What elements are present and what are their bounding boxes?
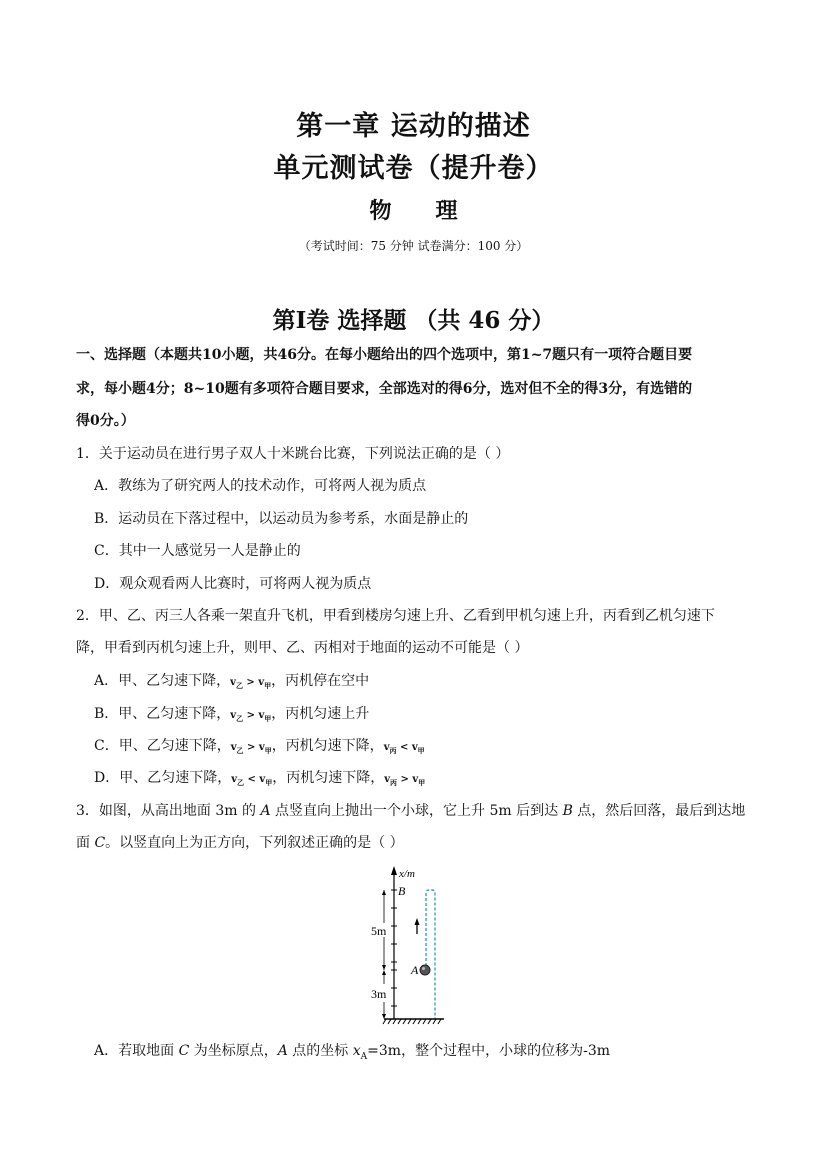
ball bbox=[420, 965, 430, 975]
subject-char-1: 物 bbox=[369, 198, 392, 224]
instructions-line-2: 求，每小题4分；8~10题有多项符合题目要求，全部选对的得6分，选对但不全的得3分，有选错的 bbox=[76, 381, 693, 397]
section-title: 第Ⅰ卷 选择题 （共 46 分） bbox=[272, 307, 555, 334]
instructions-line-1: 一、选择题（本题共10小题，共46分。在每小题给出的四个选项中，第1~7题只有一项符合题目要 bbox=[76, 347, 693, 363]
point-b-label: B bbox=[398, 884, 406, 898]
q3-option-a: A．若取地面 C 为坐标原点，A 点的坐标 $x_A=3m$，整个过程中，小球的位移为-3m bbox=[94, 1043, 610, 1062]
title-line-2: 单元测试卷（提升卷） bbox=[273, 153, 554, 184]
velocity-expression: $v_丙 < v_甲$ bbox=[383, 742, 425, 755]
subject-char-2: 理 bbox=[435, 198, 458, 224]
q3-figure bbox=[370, 862, 460, 1027]
title-line-1: 第一章 运动的描述 bbox=[296, 111, 531, 142]
velocity-expression: $v_乙 < v_甲$ bbox=[231, 774, 273, 787]
up-arrow-icon bbox=[415, 918, 420, 925]
q1-option-b: B．运动员在下落过程中，以运动员为参考系，水面是静止的 bbox=[94, 511, 469, 527]
exam-info: （考试时间：75 分钟 试卷满分：100 分） bbox=[298, 239, 529, 253]
ball-trajectory bbox=[426, 890, 435, 1019]
velocity-expression: $v_乙 > v_甲$ bbox=[230, 742, 272, 755]
q1-option-a: A．教练为了研究两人的技术动作，可将两人视为质点 bbox=[94, 478, 427, 494]
velocity-expression: $v_丙 > v_甲$ bbox=[384, 774, 426, 787]
distance-5m: 5m bbox=[371, 924, 387, 938]
q2-option-a: A．甲、乙匀速下降，$v_乙 > v_甲$，丙机停在空中 bbox=[94, 673, 370, 690]
velocity-expression: $v_乙 > v_甲$ bbox=[230, 677, 272, 690]
q3-stem-line-1: 3．如图，从高出地面 3m 的 A 点竖直向上抛出一个小球，它上升 5m 后到达 B 点，然后回落，最后到达地 bbox=[76, 803, 746, 819]
point-a-label: A bbox=[411, 963, 419, 977]
q2-stem-line-2: 降，甲看到丙机匀速上升，则甲、乙、丙相对于地面的运动不可能是（ ） bbox=[76, 640, 529, 656]
q1-option-c: C．其中一人感觉另一人是静止的 bbox=[94, 543, 301, 559]
q2-option-d: D．甲、乙匀速下降，$v_乙 < v_甲$，丙机匀速下降，$v_丙 > v_甲$ bbox=[94, 770, 426, 787]
axis-label: x/m bbox=[399, 868, 415, 880]
axis-arrow-icon bbox=[391, 866, 397, 875]
q3-stem-line-2: 面 C。以竖直向上为正方向，下列叙述正确的是（ ） bbox=[76, 835, 404, 851]
q1-option-d: D．观众观看两人比赛时，可将两人视为质点 bbox=[94, 576, 372, 592]
q1-stem: 1．关于运动员在进行男子双人十米跳台比赛，下列说法正确的是（ ） bbox=[76, 446, 510, 462]
q2-option-b: B．甲、乙匀速下降，$v_乙 > v_甲$，丙机匀速上升 bbox=[94, 706, 370, 723]
q2-stem-line-1: 2．甲、乙、丙三人各乘一架直升飞机，甲看到楼房匀速上升、乙看到甲机匀速上升，丙看到乙机匀速下 bbox=[76, 608, 715, 624]
q2-option-c: C．甲、乙匀速下降，$v_乙 > v_甲$，丙机匀速下降，$v_丙 < v_甲$ bbox=[94, 738, 425, 755]
subject-title bbox=[0, 194, 827, 225]
velocity-expression: $v_乙 > v_甲$ bbox=[230, 710, 272, 723]
distance-3m: 3m bbox=[371, 987, 387, 1001]
instructions-line-3: 得0分。） bbox=[76, 413, 135, 429]
